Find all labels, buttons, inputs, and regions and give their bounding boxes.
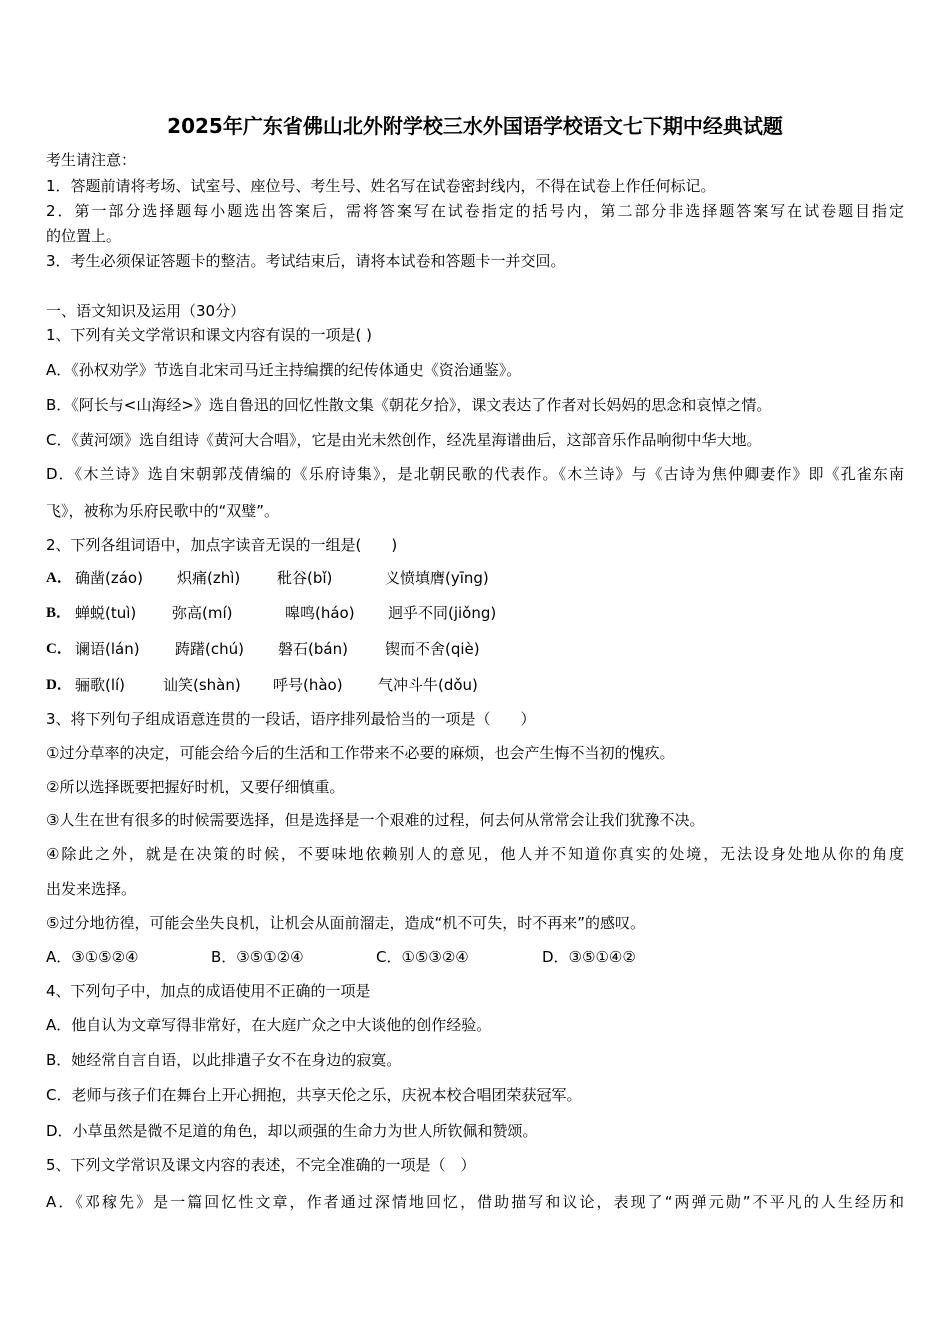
option: C．《黄河颂》选自组诗《黄河大合唱》，它是由光未然创作，经冼星海谱曲后，这部音乐作品响彻中华大地。 (46, 431, 762, 449)
option: D．小草虽然是微不足道的角色，却以顽强的生命力为世人所钦佩和赞颂。 (46, 1122, 538, 1140)
sentence-continued: 出发来选择。 (46, 880, 137, 898)
option-word: 讪笑(shàn) (163, 676, 241, 694)
option: B．③⑤①②④ (211, 948, 304, 966)
question-stem: 4、下列句子中，加点的成语使用不正确的一项是 (46, 982, 371, 1000)
question-stem: 3、将下列句子组成语意连贯的一段话，语序排列最恰当的一项是（ ） (46, 710, 536, 728)
option: C．老师与孩子们在舞台上开心拥抱，共享天伦之乐，庆祝本校合唱团荣获冠军。 (46, 1086, 582, 1104)
option-word: 谰语(lán) (75, 640, 140, 658)
option-label: A． (46, 570, 72, 586)
option-row (46, 947, 906, 967)
option-word: 气冲斗牛(dǒu) (378, 676, 478, 694)
section-heading: 一、语文知识及运用（30分） (46, 302, 246, 320)
question-stem: 5、下列文学常识及课文内容的表述，不完全准确的一项是（ ） (46, 1156, 476, 1174)
option-label: C． (46, 641, 72, 657)
option-word: 秕谷(bǐ) (277, 569, 333, 587)
notice-heading: 考生请注意： (46, 151, 137, 169)
option-word: 迥乎不同(jiǒng) (388, 604, 497, 622)
sentence: ①过分草率的决定，可能会给今后的生活和工作带来不必要的麻烦，也会产生悔不当初的愧疚。 (46, 744, 675, 762)
option-word: 弥高(mí) (172, 604, 233, 622)
option: A．《孙权劝学》节选自北宋司马迁主持编撰的纪传体通史《资治通鉴》。 (46, 361, 522, 379)
option-word: 骊歌(lí) (75, 676, 126, 694)
option-word: 蝉蜕(tuì) (75, 604, 137, 622)
option: A．《邓稼先》是一篇回忆性文章，作者通过深情地回忆，借助描写和议论，表现了“两弹元勋”不平凡的人生经历和 (46, 1193, 904, 1211)
notice-item: 1．答题前请将考场、试室号、座位号、考生号、姓名写在试卷密封线内，不得在试卷上作任何标记。 (46, 177, 716, 195)
option: B．《阿长与<山海经>》选自鲁迅的回忆性散文集《朝花夕拾》，课文表达了作者对长妈妈的思念和哀悼之情。 (46, 396, 772, 414)
option: B．她经常自言自语，以此排遣子女不在身边的寂寞。 (46, 1051, 402, 1069)
sentence: ⑤过分地彷徨，可能会坐失良机，让机会从面前溜走，造成“机不可失，时不再来”的感叹。 (46, 914, 645, 932)
question-stem: 2、下列各组词语中，加点字读音无误的一组是( ) (46, 536, 398, 554)
option-word: 踌躇(chú) (175, 640, 244, 658)
notice-item: 2．第一部分选择题每小题选出答案后，需将答案写在试卷指定的括号内，第二部分非选择题答案写在试卷题目指定 (46, 202, 904, 220)
question-stem: 1、下列有关文学常识和课文内容有误的一项是( ) (46, 326, 373, 344)
option-word: 磐石(bán) (278, 640, 348, 658)
notice-item: 的位置上。 (46, 227, 122, 245)
option: D．③⑤①④② (542, 948, 636, 966)
option-word: 嗥鸣(háo) (285, 604, 355, 622)
document-title: 2025年广东省佛山北外附学校三水外国语学校语文七下期中经典试题 (167, 114, 783, 138)
option-label: D． (46, 677, 72, 693)
option-word: 确凿(záo) (75, 569, 143, 587)
notice-item: 3．考生必须保证答题卡的整洁。考试结束后，请将本试卷和答题卡一并交回。 (46, 252, 566, 270)
option-continued: 飞》，被称为乐府民歌中的“双璧”。 (46, 502, 280, 520)
option: D．《木兰诗》选自宋朝郭茂倩编的《乐府诗集》，是北朝民歌的代表作。《木兰诗》与《古诗为焦仲卿妻作》即《孔雀东南 (46, 465, 904, 483)
sentence: ②所以选择既要把握好时机，又要仔细慎重。 (46, 778, 345, 796)
option-word: 义愤填膺(yīng) (385, 569, 489, 587)
option: A．他自认为文章写得非常好，在大庭广众之中大谈他的创作经验。 (46, 1016, 492, 1034)
option: C．①⑤③②④ (376, 948, 469, 966)
option-word: 炽痛(zhì) (177, 569, 241, 587)
option-word: 呼号(hào) (273, 676, 343, 694)
option-word: 锲而不舍(qiè) (385, 640, 480, 658)
sentence: ③人生在世有很多的时候需要选择，但是选择是一个艰难的过程，何去何从常常会让我们犹豫不决。 (46, 811, 705, 829)
option: A．③①⑤②④ (46, 948, 139, 966)
option-label: B． (46, 605, 72, 621)
sentence: ④除此之外，就是在决策的时候，不要味地依赖别人的意见，他人并不知道你真实的处境，无法设身处地从你的角度 (46, 845, 904, 863)
